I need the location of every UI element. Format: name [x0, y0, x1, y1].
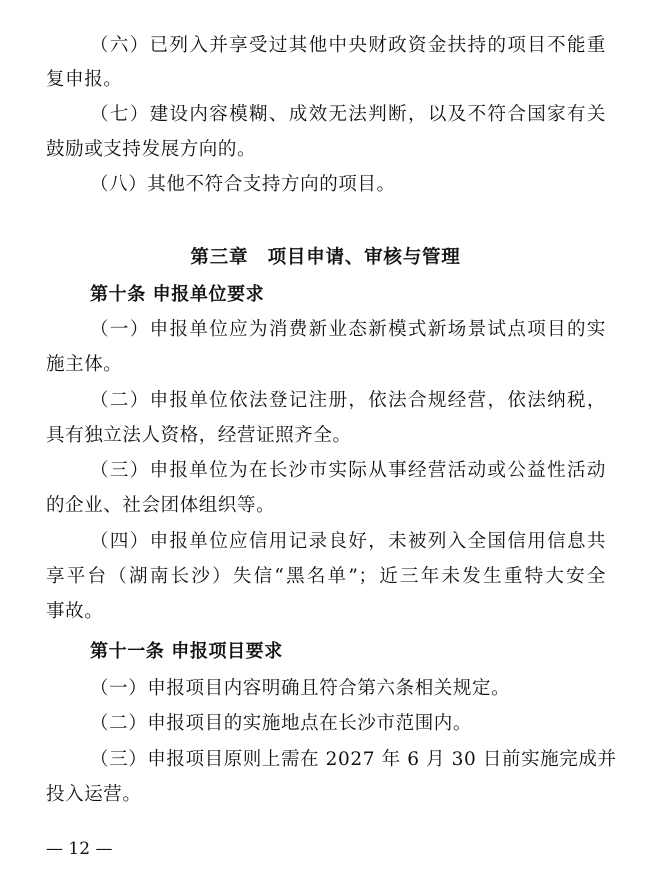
item-eight-line1: （八）其他不符合支持方向的项目。 — [90, 174, 396, 195]
a10-item4-line1: （四）申报单位应信用记录良好，未被列入全国信用信息共 — [90, 531, 606, 552]
a11-item3-line2: 投入运营。 — [46, 784, 142, 805]
a10-item4-line2: 享平台（湖南长沙）失信“黑名单”；近三年未发生重特大安全 — [46, 566, 606, 587]
item-six-line1: （六）已列入并享受过其他中央财政资金扶持的项目不能重 — [90, 35, 606, 56]
page-number: — 12 — — [46, 839, 113, 859]
a10-item1-line2: 施主体。 — [46, 354, 123, 375]
item-seven-line2: 鼓励或支持发展方向的。 — [46, 139, 257, 160]
article-eleven-title: 第十一条 申报项目要求 — [90, 641, 283, 662]
a11-item2-line1: （二）申报项目的实施地点在长沙市范围内。 — [90, 713, 473, 734]
item-six-line2: 复申报。 — [46, 69, 123, 90]
a11-item3-line1: （三）申报项目原则上需在 2027 年 6 月 30 日前实施完成并 — [90, 749, 617, 770]
article-ten-title: 第十条 申报单位要求 — [90, 284, 265, 305]
a10-item1-line1: （一）申报单位应为消费新业态新模式新场景试点项目的实 — [90, 319, 606, 340]
a11-item1-line1: （一）申报项目内容明确且符合第六条相关规定。 — [90, 678, 511, 699]
item-seven-line1: （七）建设内容模糊、成效无法判断，以及不符合国家有关 — [90, 104, 606, 125]
a10-item3-line2: 的企业、社会团体组织等。 — [46, 495, 276, 516]
a10-item4-line3: 事故。 — [46, 601, 104, 622]
a10-item2-line2: 具有独立法人资格，经营证照齐全。 — [46, 425, 352, 446]
chapter-title: 第三章 项目申请、审核与管理 — [190, 247, 461, 268]
a10-item3-line1: （三）申报单位为在长沙市实际从事经营活动或公益性活动 — [90, 460, 606, 481]
a10-item2-line1: （二）申报单位依法登记注册，依法合规经营，依法纳税， — [90, 390, 606, 411]
